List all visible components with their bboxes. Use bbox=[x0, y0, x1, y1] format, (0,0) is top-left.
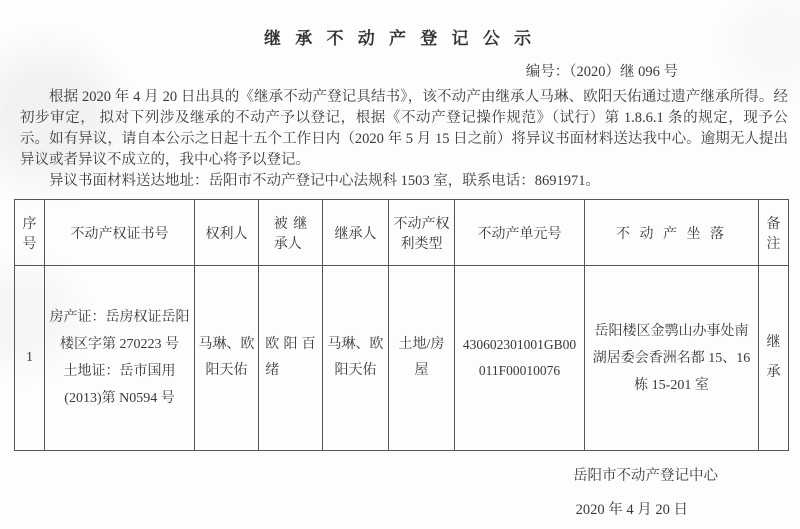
cell-decedent: 欧阳百绪 bbox=[259, 266, 323, 451]
cell-remark: 继承 bbox=[759, 266, 789, 451]
issue-date: 2020 年 4 月 20 日 bbox=[575, 502, 688, 518]
cell-right-holder: 马琳、欧阳天佑 bbox=[195, 266, 259, 451]
cell-unit-no: 430602301001GB00011F00010076 bbox=[455, 266, 585, 451]
col-header-heir: 继承人 bbox=[323, 200, 389, 266]
issuer-signature: 岳阳市不动产登记中心 bbox=[573, 468, 718, 484]
cell-heir: 马琳、欧阳天佑 bbox=[323, 266, 389, 451]
col-header-unit-no: 不动产单元号 bbox=[455, 200, 585, 266]
col-header-right-type: 不动产权利类型 bbox=[389, 200, 455, 266]
col-header-decedent: 被继承人 bbox=[259, 200, 323, 266]
registration-table bbox=[14, 199, 789, 451]
col-header-remark: 备注 bbox=[759, 200, 789, 266]
document-number: 编号：（2020）继 096 号 bbox=[525, 64, 678, 80]
col-header-seq: 序号 bbox=[15, 200, 45, 266]
cell-right-type: 土地/房屋 bbox=[389, 266, 455, 451]
notice-body bbox=[20, 87, 788, 192]
cert-land: 土地证：岳市国用(2013)第 N0594 号 bbox=[63, 364, 176, 406]
col-header-location: 不 动 产 坐 落 bbox=[585, 200, 759, 266]
cell-seq: 1 bbox=[15, 266, 45, 451]
paragraph-address: 异议书面材料送达地址：岳阳市不动产登记中心法规科 1503 室，联系电话：8691971。 bbox=[49, 173, 600, 189]
col-header-cert-no: 不动产权证书号 bbox=[45, 200, 195, 266]
table-header-row bbox=[15, 200, 789, 266]
cell-cert-no bbox=[45, 266, 195, 451]
cert-house: 房产证：岳房权证岳阳楼区字第 270223 号 bbox=[49, 310, 190, 352]
col-header-right-holder: 权利人 bbox=[195, 200, 259, 266]
cell-location: 岳阳楼区金鹗山办事处南湖居委会香洲名都 15、16 栋 15-201 室 bbox=[585, 266, 759, 451]
page-title: 继 承 不 动 产 登 记 公 示 bbox=[264, 29, 536, 48]
paragraph-main: 根据 2020 年 4 月 20 日出具的《继承不动产登记具结书》，该不动产由继承人马琳、欧阳天佑通过遗产继承所得。经初步审定， 拟对下列涉及继承的不动产予以登记，根据《不动产登记操作规范》（试行）第 1.8.6.1 条的规定，现予公示。如有异议，请自本公示之日起十五个工作日内（2020 年 5 月 15 日之前）将异议书面材料送达我中心。逾期无人提出异议或者异议不成立的，我中心将予以登记。 bbox=[20, 89, 788, 168]
table-row bbox=[15, 266, 789, 451]
